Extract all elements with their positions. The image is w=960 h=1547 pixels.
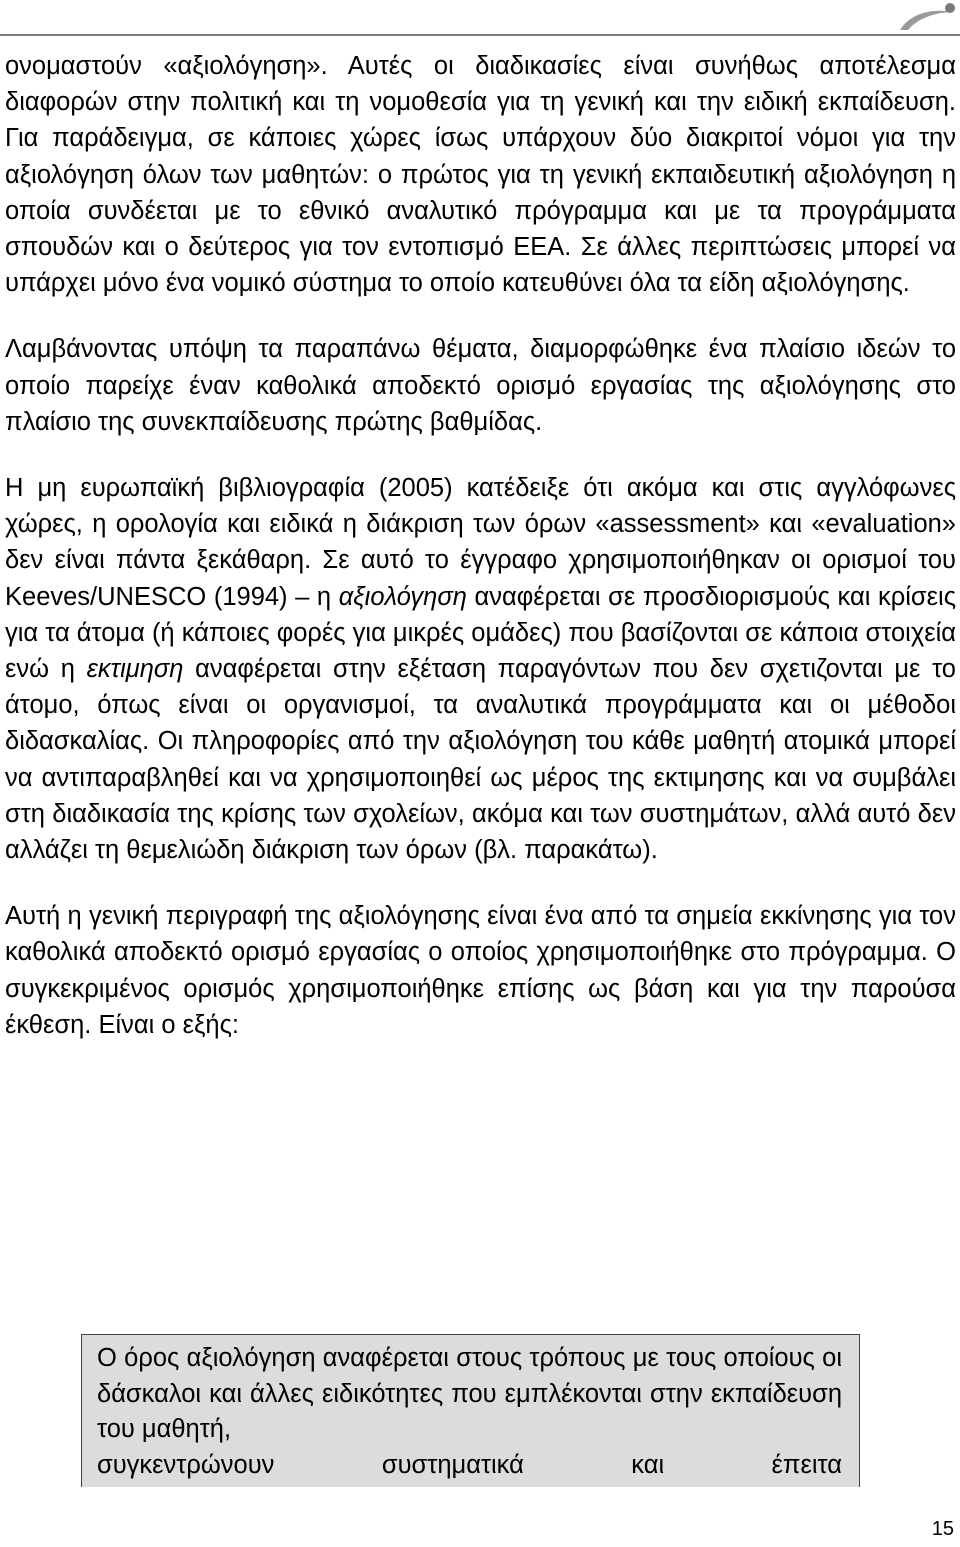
paragraph-3-text-a: Η μη ευρωπαϊκή βιβλιογραφία (2005) κατέδειξε ότι ακόμα και στις αγγλόφωνες χώρες, η ορολογία και ειδικά η διάκριση των όρων «assessment» και «evaluation» δεν είναι πάντα ξεκάθαρη. Σε αυτό το έγγραφο χρησιμοποιήθηκαν οι ορισμοί του Keeves/UNESCO (1994): [5, 474, 956, 611]
definition-text: [97, 1341, 842, 1483]
paragraph-4: Αυτή η γενική περιγραφή της αξιολόγησης είναι ένα από τα σημεία εκκίνησης για τον καθολικά αποδεκτό ορισμό εργασίας ο οποίος χρησιμοποιήθηκε στο πρόγραμμα. Ο συγκεκριμένος ορισμός χρησιμοποιήθηκε επίσης ως βάση και για την παρούσα έκθεση. Είναι ο εξής:: [5, 902, 956, 1039]
paragraph-3-text-c: αναφέρεται σε προσδιορισμούς και κρίσεις για τα άτομα (ή κάποιες φορές για μικρές ομάδες) που βασίζονται σε κάποια στοιχεία ενώ η: [5, 582, 956, 684]
definition-body: Ο όρος αξιολόγηση αναφέρεται στους τρόπους με τους οποίους οι δάσκαλοι και άλλες ειδικότητες που εμπλέκονται στην εκπαίδευση του μαθητή,: [97, 1344, 842, 1443]
term-axiologisi: αξιολόγηση: [338, 582, 467, 611]
document-body: [5, 48, 956, 1073]
paragraph-3: [5, 470, 956, 868]
definition-last-line: συγκεντρώνουν συστηματικά και έπειτα: [97, 1450, 842, 1479]
header-logo-icon: [896, 0, 960, 32]
paragraph-3-text-b: η: [309, 582, 339, 611]
paragraph-3-dash: –: [295, 582, 310, 611]
page-number: 15: [931, 1518, 954, 1540]
header-rule: [0, 34, 960, 36]
paragraph-1: ονομαστούν «αξιολόγηση». Αυτές οι διαδικασίες είναι συνήθως αποτέλεσμα διαφορών στην πολιτική και τη νομοθεσία για τη γενική και την ειδική εκπαίδευση. Για παράδειγμα, σε κάποιες χώρες ίσως υπάρχουν δύο διακριτοί νόμοι για την αξιολόγηση όλων των μαθητών: ο πρώτος για τη γενική εκπαιδευτική αξιολόγηση η οποία συνδέεται με το εθνικό αναλυτικό πρόγραμμα και με τα προγράμματα σπουδών και ο δεύτερος για τον εντοπισμό ΕΕΑ. Σε άλλες περιπτώσεις μπορεί να υπάρχει μόνο ένα νομικό σύστημα το οποίο κατευθύνει όλα τα είδη αξιολόγησης.: [5, 52, 956, 298]
paragraph-3-text-d: αναφέρεται στην εξέταση παραγόντων που δεν σχετιζονται με το άτομο, όπως είναι οι οργανισμοί, τα αναλυτικά προγράμματα και οι μέθοδοι διδασκαλίας. Οι πληροφορίες από την αξιολόγηση του κάθε μαθητή ατομικά μπορεί να αντιπαραβληθεί και να χρησιμοποιηθεί ως μέρος της εκτιμησης και να συμβάλει στη διαδικασία της κρίσης των σχολείων, ακόμα και των συστημάτων, αλλά αυτό δεν αλλάζει τη θεμελιώδη διάκριση των όρων (βλ. παρακάτω).: [5, 655, 956, 865]
paragraph-2: Λαμβάνοντας υπόψη τα παραπάνω θέματα, διαμορφώθηκε ένα πλαίσιο ιδεών το οποίο παρείχε έναν καθολικά αποδεκτό ορισμό εργασίας της αξιολόγησης στο πλαίσιο της συνεκπαίδευσης πρώτης βαθμίδας.: [5, 335, 956, 436]
term-ektimisi: εκτιμηση: [86, 655, 184, 684]
